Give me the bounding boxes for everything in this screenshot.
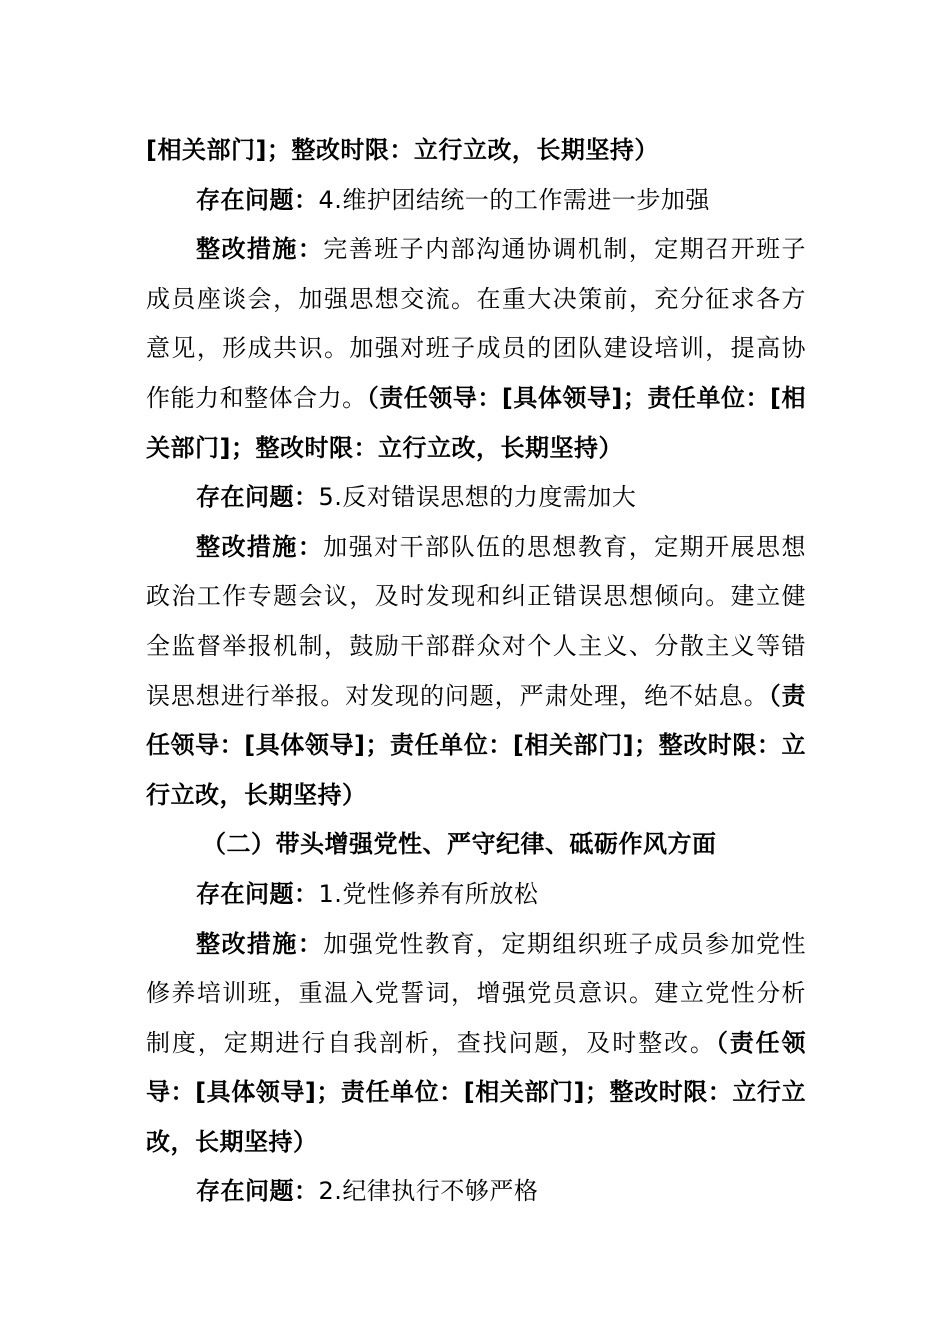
problem-paragraph-2 xyxy=(146,1167,806,1217)
responsibility-note: （责任领导：[具体领导]；责任单位：[相关部门]；整改时限：立行立改，长期坚持） xyxy=(146,1028,807,1156)
measure-label: 整改措施： xyxy=(196,532,324,561)
document-body xyxy=(146,126,806,1217)
problem-paragraph-5 xyxy=(146,473,806,523)
problem-text: 1.党性修养有所放松 xyxy=(318,879,539,908)
problem-label: 存在问题： xyxy=(196,1177,319,1206)
problem-label: 存在问题： xyxy=(196,879,319,908)
measure-label: 整改措施： xyxy=(196,929,324,958)
problem-text: 2.纪律执行不够严格 xyxy=(318,1177,539,1206)
section-heading: （二）带头增强党性、严守纪律、砥砺作风方面 xyxy=(202,830,717,859)
responsibility-note: [相关部门]；整改时限：立行立改，长期坚持） xyxy=(146,136,659,164)
measure-paragraph-1 xyxy=(146,920,806,1168)
responsibility-note: （责任领导：[具体领导]；责任单位：[相关部门]；整改时限：立行立改，长期坚持） xyxy=(146,681,807,809)
measure-label: 整改措施： xyxy=(196,235,324,264)
problem-text: 5.反对错误思想的力度需加大 xyxy=(318,483,637,512)
problem-paragraph-4 xyxy=(146,176,806,226)
measure-paragraph-4 xyxy=(146,225,806,473)
problem-paragraph-1 xyxy=(146,870,806,920)
problem-label: 存在问题： xyxy=(196,483,319,512)
responsibility-note: （责任领导：[具体领导]；责任单位：[相关部门]；整改时限：立行立改，长期坚持） xyxy=(146,383,807,462)
measure-text: 完善班子内部沟通协调机制，定期召开班子成员座谈会，加强思想交流。在重大决策前，充分征求各方意见，形成共识。加强对班子成员的团队建设培训，提高协作能力和整体合力。 xyxy=(146,235,807,412)
measure-text: 加强对干部队伍的思想教育，定期开展思想政治工作专题会议，及时发现和纠正错误思想倾向。建立健全监督举报机制，鼓励干部群众对个人主义、分散主义等错误思想进行举报。对发现的问题，严肃处理，绝不姑息。 xyxy=(146,532,807,710)
paragraph-continuation xyxy=(146,126,806,176)
measure-text: 加强党性教育，定期组织班子成员参加党性修养培训班，重温入党誓词，增强党员意识。建立党性分析制度，定期进行自我剖析，查找问题，及时整改。 xyxy=(146,929,807,1057)
problem-text: 4.维护团结统一的工作需进一步加强 xyxy=(318,185,710,214)
measure-paragraph-5 xyxy=(146,523,806,821)
problem-label: 存在问题： xyxy=(196,185,319,214)
